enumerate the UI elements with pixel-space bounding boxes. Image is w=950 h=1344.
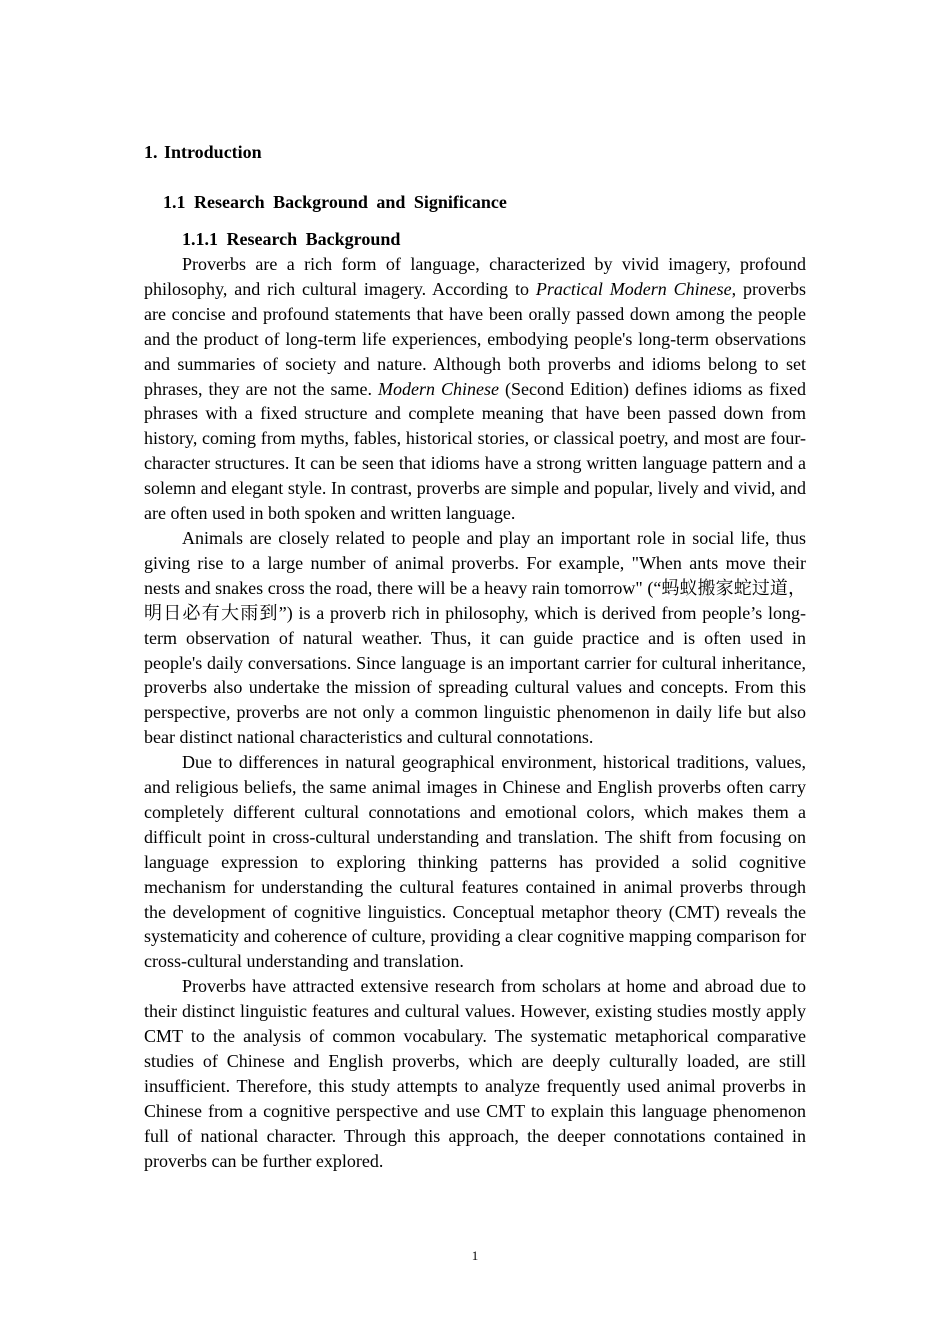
page-number: 1 bbox=[471, 1248, 479, 1263]
book-title-modern-chinese: Modern Chinese bbox=[378, 378, 499, 399]
paragraph-4: Proverbs have attracted extensive research from scholars at home and abroad due to their distinct linguistic features and cultural values. However, existing studies mostly apply CMT to the analysis of common vocabulary. The systematic metaphorical comparative studies of Chinese and English proverbs, which are deeply culturally loaded, are still insufficient. Therefore, this study attempts to analyze frequently used animal proverbs in Chinese from a cognitive perspective and use CMT to explain this language phenomenon full of national character. Through this approach, the deeper connotations contained in proverbs can be further explored. bbox=[144, 976, 806, 1171]
paragraph-1-text-c: , proverbs are concise and profound statements that have been orally passed down among the people and the product of long-term life experiences, embodying people's long-term observations and summaries of society and nature. Although both proverbs and idioms belong to set phrases, they are not the same. bbox=[144, 278, 807, 399]
page-content bbox=[144, 140, 806, 1174]
subsection-heading: 1.1 Research Background and Significance bbox=[163, 192, 507, 212]
paragraph-3: Due to differences in natural geographical environment, historical traditions, values, and religious beliefs, the same animal images in Chinese and English proverbs often carry completely different cultural connotations and emotional colors, which makes them a difficult point in cross-cultural understanding and translation. The shift from focusing on language expression to exploring thinking patterns has provided a solid cognitive mechanism for understanding the cultural features contained in animal proverbs through the development of cognitive linguistics. Conceptual metaphor theory (CMT) reveals the systematicity and coherence of culture, providing a clear cognitive mapping comparison for cross-cultural understanding and translation. bbox=[144, 752, 806, 972]
paragraph-2: Animals are closely related to people and play an important role in social life, thus giving rise to a large number of animal proverbs. For example, "When ants move their nests and snakes cross the road, there will be a heavy rain tomorrow" (“蚂蚁搬家蛇过道，明日必有大雨到”) is a proverb rich in philosophy, which is derived from people’s long-term observation of natural weather. Thus, it can guide practice and is often used in people's daily conversations. Since language is an important carrier for cultural inheritance, proverbs also undertake the mission of spreading cultural values and concepts. From this perspective, proverbs are not only a common linguistic phenomenon in daily life but also bear distinct national characteristics and cultural connotations. bbox=[144, 527, 806, 748]
paragraph-1 bbox=[144, 252, 806, 526]
subsubsection-heading: 1.1.1 Research Background bbox=[182, 229, 401, 249]
paragraph-1-text-e: (Second Edition) defines idioms as fixed phrases with a fixed structure and complete meaning that have been passed down from history, coming from myths, fables, historical stories, or classical poetry, and most are four-character structures. It can be seen that idioms have a strong written language pattern and a solemn and elegant style. In contrast, proverbs are simple and popular, lively and vivid, and are often used in both spoken and written language. bbox=[144, 378, 807, 524]
paragraph-1-text-a: Proverbs are a rich form of language, characterized by vivid imagery, profound philosophy, and rich cultural imagery. According to bbox=[144, 254, 806, 299]
section-heading: 1. Introduction bbox=[144, 142, 262, 162]
book-title-practical-modern-chinese: Practical Modern Chinese bbox=[535, 278, 732, 299]
